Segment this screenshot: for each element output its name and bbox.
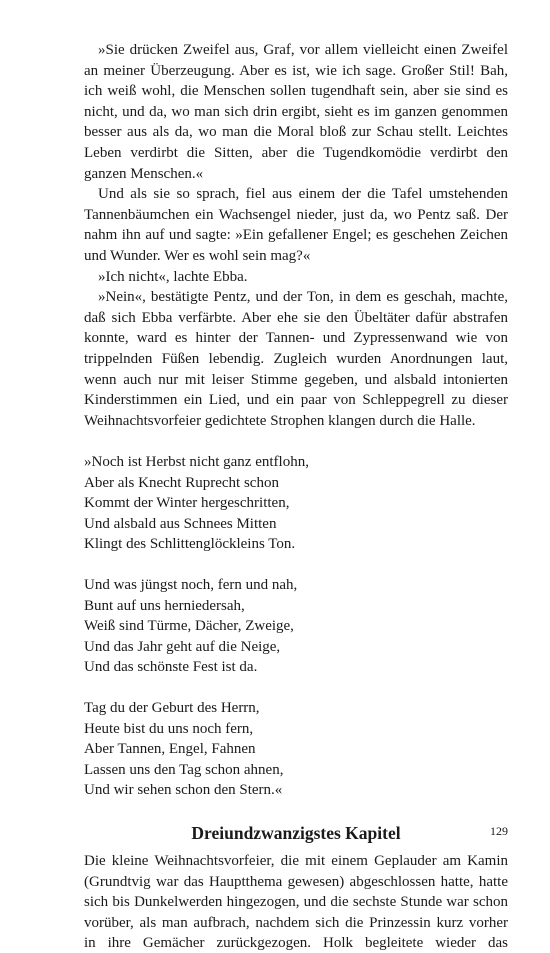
- verse-line: Und das schönste Fest ist da.: [84, 658, 258, 675]
- page-number: 129: [490, 824, 508, 838]
- verse-line: »Noch ist Herbst nicht ganz entflohn,: [84, 454, 309, 471]
- chapter-heading: Dreiundzwanzigstes Kapitel: [191, 823, 401, 844]
- verse-line: Und alsbald aus Schnees Mitten: [84, 515, 277, 532]
- text-line: sich bis Dunkelwerden hingezogen, und die sechste Stunde war schon: [84, 894, 508, 911]
- paragraph: »Ich nicht«, lachte Ebba.: [98, 268, 248, 285]
- book-page: [84, 40, 508, 953]
- stanza: [84, 452, 508, 554]
- verse-line: Aber Tannen, Engel, Fahnen: [84, 741, 256, 758]
- verse-line: Bunt auf uns herniedersah,: [84, 597, 245, 614]
- verse-line: Weiß sind Türme, Dächer, Zweige,: [84, 618, 294, 635]
- paragraph: »Nein«, bestätigte Pentz, und der Ton, in dem es geschah, machte, daß sich Ebba verfärbte. Aber ehe sie den Übeltäter dafür abstrafen konnte, ward es hinter der Tannen- und Zypressenwand wie von trippelnden Füßen lebendig. Zugleich wurden Anordnungen laut, wenn auch nur mit leiser Stimme gegeben, und alsbald intonierten Kinderstimmen ein Lied, und ein paar von Schleppegrell zu dieser Weihnachtsvorfeier gedichtete Strophen klangen durch die Halle.: [84, 289, 508, 429]
- verse-line: Und das Jahr geht auf die Neige,: [84, 638, 281, 655]
- verse-line: Und wir sehen schon den Stern.«: [84, 781, 283, 798]
- paragraph: Und als sie so sprach, fiel aus einem der die Tafel umstehenden Tannenbäumchen ein Wachsengel nieder, just da, wo Pentz saß. Der nahm ihn auf und sagte: »Ein gefallener Engel; es geschehen Zeichen und Wunder. Wer es wohl sein mag?«: [84, 186, 508, 264]
- stanza: [84, 698, 508, 800]
- verse-line: Heute bist du uns noch fern,: [84, 720, 254, 737]
- verse-line: Klingt des Schlittenglöckleins Ton.: [84, 535, 296, 552]
- paragraph: »Sie drücken Zweifel aus, Graf, vor allem vielleicht einen Zweifel an meiner Überzeugung. Aber es ist, wie ich sage. Großer Stil! Bah, ich weiß wohl, die Menschen sollen tugendhaft sein, aber sie sind es nicht, und da, wo man sich drin ergibt, sieht es im ganzen genommen besser aus als da, wo man die Moral bloß zur Schau stellt. Leichtes Leben verdirbt die Sitten, aber die Tugendkomödie verdirbt den ganzen Menschen.«: [84, 42, 508, 182]
- text-line: Die kleine Weihnachtsvorfeier, die mit einem Geplauder am Kamin: [84, 853, 508, 870]
- poem: [84, 452, 508, 800]
- text-line: vorüber, als man aufbrach, nachdem sich die Prinzessin kurz vorher: [84, 914, 508, 931]
- verse-line: Tag du der Geburt des Herrn,: [84, 700, 260, 717]
- prose-block: [84, 40, 508, 431]
- verse-line: Kommt der Winter hergeschritten,: [84, 495, 290, 512]
- stanza: [84, 575, 508, 677]
- verse-line: Und was jüngst noch, fern und nah,: [84, 577, 298, 594]
- text-line: (Grundtvig war das Hauptthema gewesen) abgeschlossen hatte, hatte: [84, 873, 508, 890]
- verse-line: Lassen uns den Tag schon ahnen,: [84, 761, 284, 778]
- verse-line: Aber als Knecht Ruprecht schon: [84, 474, 279, 491]
- text-line: in ihre Gemächer zurückgezogen. Holk begleitete wieder das: [84, 935, 508, 951]
- chapter-opening: [84, 851, 508, 953]
